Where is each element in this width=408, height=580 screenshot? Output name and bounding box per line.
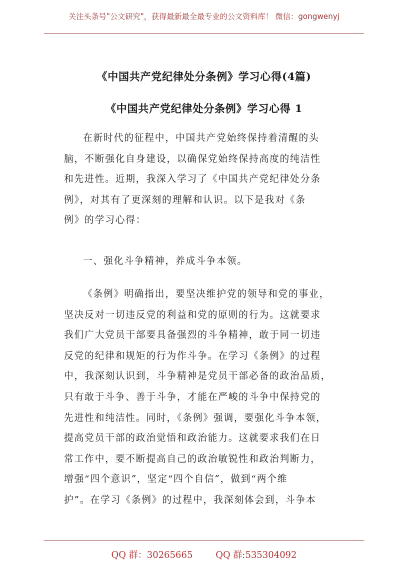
section-title: 《中国共产党纪律处分条例》学习心得 1 [105, 103, 303, 115]
paragraph-line: 增强“四个意识”，坚定“四个自信”，做到“两个维 [64, 474, 288, 486]
paragraph-line: 我们广大党员干部要具备强烈的斗争精神，敢于同一切违 [64, 330, 321, 342]
paragraph-line: 先进性和纯洁性。同时，《条例》强调，要强化斗争本领， [64, 412, 327, 424]
paragraph-line: 例》的学习心得： [64, 215, 147, 227]
footer-divider [44, 540, 364, 541]
paragraph-line: 在新时代的征程中，中国共产党始终保持着清醒的头 [83, 133, 320, 144]
paragraph-line: 提高党员干部的政治觉悟和政治能力。这就要求我们在日 [64, 433, 321, 445]
body-paragraph [64, 285, 350, 512]
paragraph-line: 和先进性。近期，我深入学习了《中国共产党纪律处分条 [64, 174, 321, 186]
paragraph-line: 反党的纪律和规矩的行为作斗争。在学习《条例》的过程 [64, 350, 321, 362]
footer-qq-group-1: QQ 群：30265665 [111, 551, 193, 561]
footer [0, 548, 408, 561]
paragraph-line: 护”。在学习《条例》的过程中，我深刻体会到，斗争本 [64, 494, 317, 506]
intro-paragraph [64, 129, 350, 232]
paragraph-line: 坚决反对一切违反党的利益和党的原则的行为。这就要求 [64, 309, 321, 321]
paragraph-line: 脑，不断强化自身建设，以确保党始终保持高度的纯洁性 [64, 153, 321, 165]
paragraph-line: 例》，对其有了更深刻的理解和认识。以下是我对《条 [64, 194, 306, 206]
paragraph-line: 常工作中，要不断提高自己的政治敏锐性和政治判断力， [64, 453, 321, 465]
footer-qq-group-2: QQ 群:535304092 [215, 551, 297, 561]
header-banner: 关注头条号"公文研究"，获得最新最全最专业的公文资料库！ 微信：gongwenyj [68, 12, 340, 21]
subheading-1: 一、强化斗争精神，养成斗争本领。 [83, 256, 248, 267]
paragraph-line: 只有敢于斗争、善于斗争，才能在严峻的斗争中保持党的 [64, 391, 321, 403]
paragraph-line: 中，我深刻认识到，斗争精神是党员干部必备的政治品质， [64, 371, 332, 383]
paragraph-line: 《条例》明确指出，要坚决维护党的领导和党的事业， [83, 289, 330, 300]
document-title: 《中国共产党纪律处分条例》学习心得(4篇) [96, 71, 312, 83]
header-divider [44, 33, 364, 34]
